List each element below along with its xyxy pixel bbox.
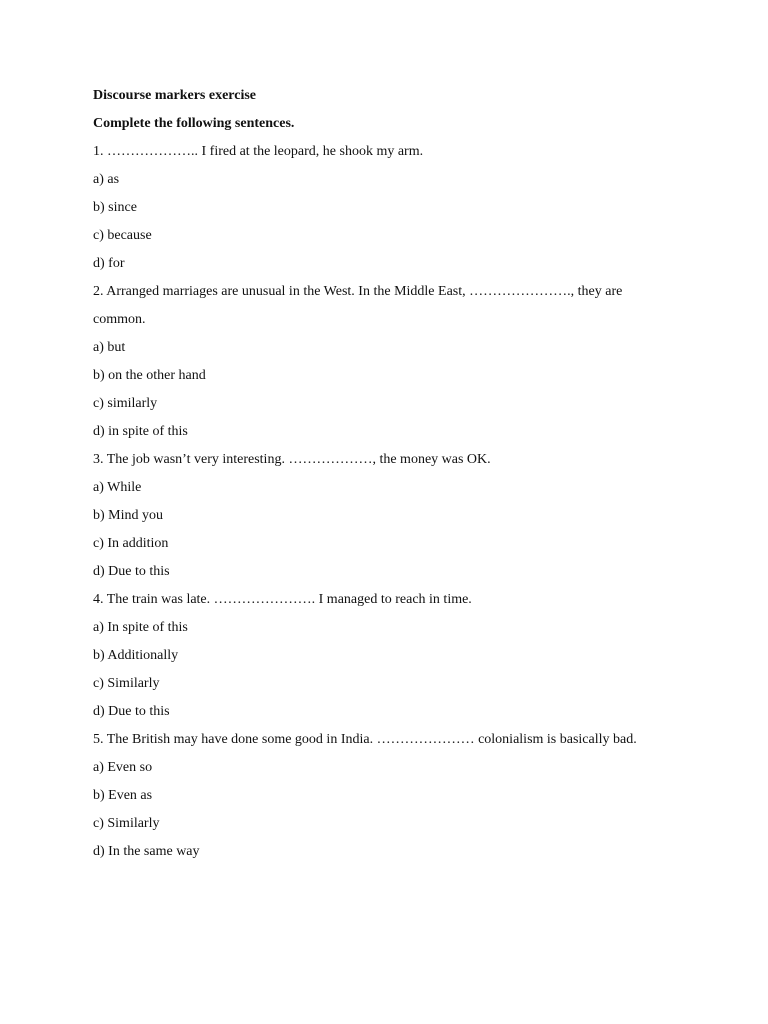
question-1-option-b: b) since (93, 200, 137, 215)
question-3-option-d: d) Due to this (93, 564, 170, 579)
question-2-option-b: b) on the other hand (93, 368, 206, 383)
question-4-option-c: c) Similarly (93, 676, 160, 691)
document-title: Discourse markers exercise (93, 88, 257, 103)
document-page (93, 87, 673, 871)
question-2-prompt: 2. Arranged marriages are unusual in the West. In the Middle East, …………………., they are (93, 284, 623, 299)
question-3-option-c: c) In addition (93, 536, 169, 551)
question-4-option-a: a) In spite of this (93, 620, 188, 635)
question-2-option-a: a) but (93, 340, 126, 355)
question-1-option-d: d) for (93, 256, 125, 271)
question-4-option-d: d) Due to this (93, 704, 170, 719)
question-5-prompt: 5. The British may have done some good in India. ………………… colonialism is basically bad. (93, 732, 637, 747)
question-1-option-a: a) as (93, 172, 120, 187)
question-5-option-c: c) Similarly (93, 816, 160, 831)
question-5-option-b: b) Even as (93, 788, 153, 803)
question-3-option-b: b) Mind you (93, 508, 163, 523)
question-3-prompt: 3. The job wasn’t very interesting. ………………, the money was OK. (93, 452, 491, 467)
question-3-option-a: a) While (93, 480, 142, 495)
question-1-prompt: 1. ……………….. I fired at the leopard, he shook my arm. (93, 144, 424, 159)
question-4-prompt: 4. The train was late. …………………. I managed to reach in time. (93, 592, 472, 607)
question-2-prompt-continued: common. (93, 312, 146, 327)
question-2-option-c: c) similarly (93, 396, 158, 411)
instruction: Complete the following sentences. (93, 116, 295, 131)
question-5-option-d: d) In the same way (93, 844, 200, 859)
question-2-option-d: d) in spite of this (93, 424, 188, 439)
question-1-option-c: c) because (93, 228, 152, 243)
question-4-option-b: b) Additionally (93, 648, 179, 663)
question-5-option-a: a) Even so (93, 760, 153, 775)
